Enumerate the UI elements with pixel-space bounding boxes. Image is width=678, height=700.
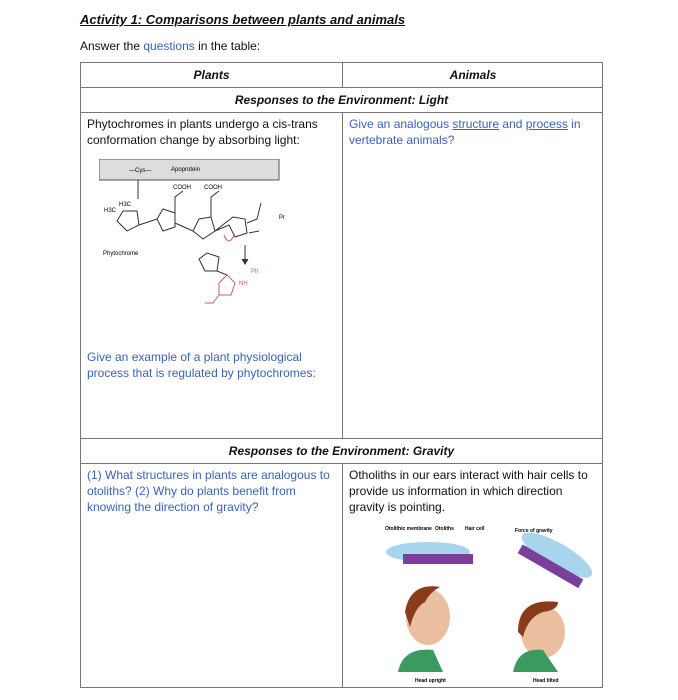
animal-question: Give an analogous [349, 117, 453, 131]
light-section-heading: Responses to the Environment: Light [81, 88, 602, 113]
phytochrome-text: Phytochromes in plants undergo a cis-trans conformation change by absorbing light: [87, 117, 318, 147]
pr-label: Pr [279, 215, 285, 221]
gravity-animal-cell [343, 464, 602, 687]
h3c-label: H3C [104, 208, 117, 214]
hair-cell-label: Hair cell [465, 526, 485, 532]
cooh-label: COOH [204, 185, 222, 191]
head-upright-image [398, 586, 450, 672]
gravity-section-heading: Responses to the Environment: Gravity [81, 439, 602, 464]
animal-question-end: in vertebrate animals? [349, 117, 581, 147]
structure-link[interactable]: structure [452, 117, 500, 131]
light-plant-cell [81, 113, 343, 439]
intro-suffix: in the table: [194, 39, 261, 53]
instructions [80, 39, 260, 53]
activity-title: Activity 1: Comparisons between plants and animals [80, 12, 406, 27]
h3c-label: H3C [119, 202, 132, 208]
gravity-plant-question: (1) What structures in plants are analogous to otoliths? (2) Why do plants benefit from knowing the direction of gravity? [81, 464, 343, 687]
cooh-label: COOH [173, 185, 191, 191]
header-animals: Animals [343, 63, 603, 88]
questions-link[interactable]: questions [143, 39, 195, 53]
process-link[interactable]: process [525, 117, 568, 131]
force-of-gravity-label: Force of gravity [515, 528, 553, 534]
otolith-text: Otholiths in our ears interact with hair cells to provide us information in which direction gravity is pointing. [349, 468, 588, 514]
phytochrome-label: Phytochrome [103, 251, 139, 257]
head-upright-label: Head upright [415, 678, 446, 684]
otolithic-membrane-label: Otolithic membrane [385, 526, 432, 532]
apoprotein-label: Apoprotein [171, 167, 201, 173]
comparison-table [80, 62, 603, 688]
plant-process-question: Give an example of a plant physiological process that is regulated by phytochromes: [87, 350, 316, 380]
nh-label: NH [239, 281, 248, 287]
cys-label: —Cys— [129, 168, 152, 174]
light-animal-cell [343, 113, 602, 439]
otolith-diagram [353, 522, 593, 687]
header-plants: Plants [81, 63, 343, 88]
pfr-label: Pfr [251, 269, 259, 275]
head-tilted-label: Head tilted [533, 678, 559, 684]
phytochrome-diagram [99, 159, 299, 339]
intro-text: Answer the [80, 39, 144, 53]
head-tilted-image [513, 601, 565, 672]
otoliths-label: Otoliths [435, 526, 454, 532]
animal-question-mid: and [499, 117, 526, 131]
